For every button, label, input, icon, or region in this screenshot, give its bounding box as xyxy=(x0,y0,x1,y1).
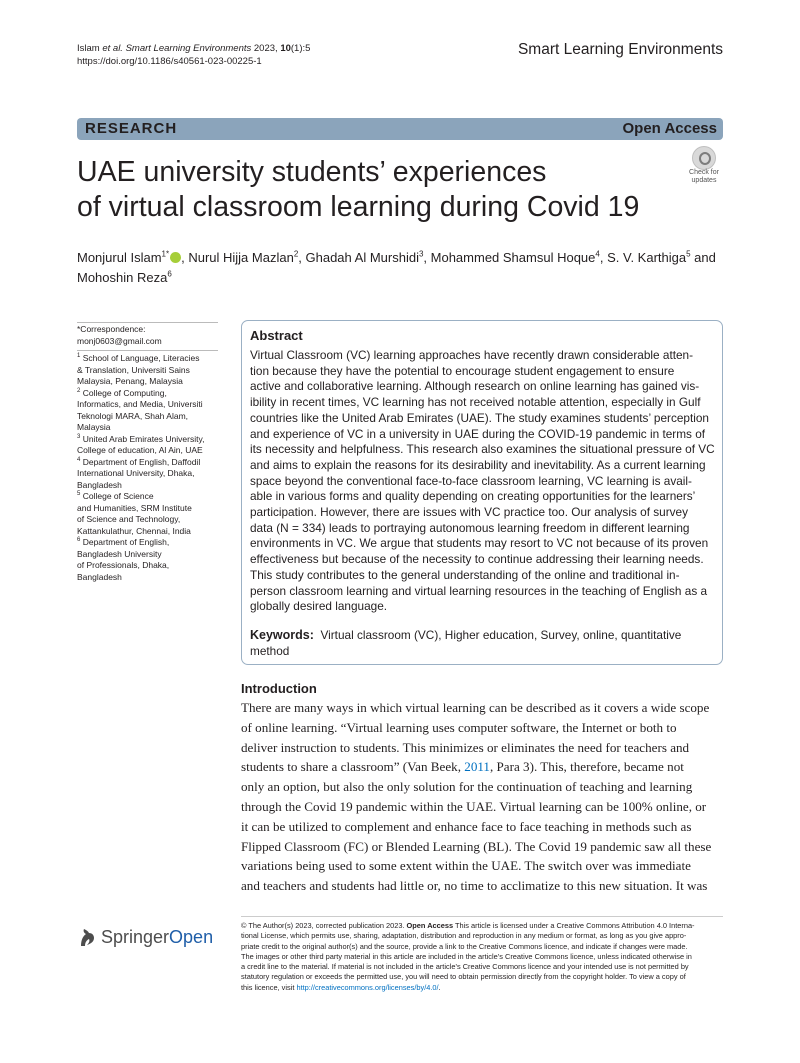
license-line: tional License, which permits use, sharing, adaptation, distribution and reproduction in any medium or format, as long as you give appro- xyxy=(241,931,687,941)
abstract-line: This study contributes to the general understanding of the online and traditional in- xyxy=(250,567,680,582)
author-name: Mohoshin Reza xyxy=(77,270,168,285)
affiliation-item xyxy=(77,491,219,537)
correspondence-label: *Correspondence: xyxy=(77,324,146,334)
abstract-line: data (N = 334) leads to portraying autonomous learning freedom in different learning xyxy=(250,520,690,535)
affiliation-num: 6 xyxy=(77,537,81,544)
abstract-line: Virtual Classroom (VC) learning approaches have recently drawn considerable atten- xyxy=(250,348,694,362)
author-sup: 4 xyxy=(595,249,600,259)
author-sup: 3 xyxy=(418,249,424,259)
affiliation-line: Kattankulathur, Chennai, India xyxy=(77,525,191,536)
check-for-updates-text xyxy=(683,169,725,184)
affiliation-line: & Translation, Universiti Sains xyxy=(77,364,190,375)
affiliation-item xyxy=(77,434,219,457)
open-access-label: Open Access xyxy=(622,120,717,137)
affiliation-line: Malaysia xyxy=(77,422,111,432)
abstract-line: space beyond the conventional face-to-face classroom learning, VC learning is avail- xyxy=(250,473,692,488)
reference-link[interactable]: 2011 xyxy=(464,759,490,775)
abstract-line: person classroom learning and virtual learning resources in the teaching of English as a xyxy=(250,583,708,598)
publisher-name xyxy=(101,927,213,948)
abstract-line: effectiveness but because of the necessity to continue addressing their learning needs. xyxy=(250,552,704,567)
affiliation-line: of Professionals, Dhaka, xyxy=(77,560,170,570)
abstract-line: globally desired language. xyxy=(250,599,388,614)
affiliation-line: College of Science xyxy=(82,491,154,501)
citation-year: 2023, xyxy=(251,43,281,54)
license-line: The images or other third party material in this article are included in the article’s Creative Commons licence, unless indicated otherwise in xyxy=(241,951,692,961)
keywords-list-cont: method xyxy=(250,644,290,658)
abstract-line: and experience of VC in a university in UAE during the COVID-19 pandemic in terms of xyxy=(250,426,706,441)
abstract-line: countries like the United Arab Emirates (UAE). The study examines students’ perception xyxy=(250,410,709,425)
body-line: it can be utilized to complement and enhance face to face teaching in methods such as xyxy=(241,818,692,834)
body-line: and teachers and students had little or, no time to acclimatize to this new situation. It was xyxy=(241,878,708,894)
body-line: only an option, but also the only solution for the continuation of teaching and learning xyxy=(241,779,693,795)
correspondence-email[interactable]: monj0603@gmail.com xyxy=(77,335,162,346)
author-name: Mohammed Shamsul Hoque xyxy=(430,250,596,265)
affiliation-item xyxy=(77,388,219,434)
introduction-heading: Introduction xyxy=(241,681,317,696)
keywords-list: Virtual classroom (VC), Higher education, Survey, online, quantitative xyxy=(320,628,682,642)
author-sup: 5 xyxy=(686,249,691,259)
citation-line xyxy=(77,42,310,55)
abstract-line: active and collaborative learning. Although research on online learning has gained vis- xyxy=(250,379,700,394)
affiliation-item xyxy=(77,353,219,388)
author-list: Monjurul Islam$^{1*}$ , Nurul Hijja Mazlan$^2$, Ghadah Al Murshidi$^3$, Mohammed Shamsul Hoque$^4$, S. V. Karthiga$^5$ and Mohoshin Reza$^6$ xyxy=(77,249,716,285)
affiliation-line: International University, Dhaka, xyxy=(77,468,195,478)
abstract-line: able in various forms and quality depending on creating opportunities for the learners’ xyxy=(250,489,696,504)
doi-link[interactable]: https://doi.org/10.1186/s40561-023-00225-1 xyxy=(77,56,262,67)
orcid-icon[interactable] xyxy=(170,252,181,263)
authors-and: and xyxy=(694,250,716,265)
affiliation-line: Teknologi MARA, Shah Alam, xyxy=(77,410,189,421)
correspondence xyxy=(77,324,219,347)
affiliation-line: and Humanities, SRM Institute xyxy=(77,502,192,513)
license-line: This article is licensed under a Creative Commons Attribution 4.0 Interna- xyxy=(453,921,695,930)
article-type-banner xyxy=(77,118,723,140)
license-prefix: © The Author(s) 2023, corrected publication 2023. xyxy=(241,921,407,930)
affiliation-item xyxy=(77,457,219,492)
body-line: Flipped Classroom (FC) or Blended Learning (BL). The Covid 19 pandemic saw all these xyxy=(241,838,712,854)
body-line: deliver instruction to students. This minimizes or eliminates the need for teachers and xyxy=(241,739,690,755)
introduction-body xyxy=(241,698,723,896)
author-sup: 2 xyxy=(293,249,299,259)
check-updates-line1: Check for xyxy=(689,169,719,176)
affiliation-line: School of Language, Literacies xyxy=(82,353,200,363)
author-sup: 6 xyxy=(167,269,172,279)
license-line: a credit line to the material. If material is not included in the article’s Creative Commons licence and your intended use is not permitted by xyxy=(241,962,689,972)
author-sup: 1* xyxy=(161,249,170,259)
affiliation-item xyxy=(77,537,219,583)
license-url-link[interactable]: http://creativecommons.org/licenses/by/4.0/ xyxy=(296,982,439,992)
springer-horse-icon xyxy=(77,926,97,948)
license-oa: Open Access xyxy=(406,921,454,930)
abstract-line: ibility in recent times, VC learning has not received notable attention, especially in Gulf xyxy=(250,395,701,410)
journal-name: Smart Learning Environments xyxy=(517,41,723,58)
check-for-updates-badge[interactable] xyxy=(683,146,725,186)
check-for-updates-icon xyxy=(692,146,716,170)
title-line-2: of virtual classroom learning during Covid 19 xyxy=(77,191,640,223)
affiliation-line: College of education, Al Ain, UAE xyxy=(77,445,203,455)
citation-volume: 10 xyxy=(280,43,291,54)
affiliations xyxy=(77,353,219,583)
divider xyxy=(77,350,218,351)
body-line: through the Covid 19 pandemic within the UAE. Virtual learning can be 100% online, or xyxy=(241,798,707,814)
article-citation xyxy=(77,42,310,68)
article-type-label: RESEARCH xyxy=(85,120,178,137)
license-end: . xyxy=(438,982,441,992)
affiliation-num: 5 xyxy=(77,491,81,498)
affiliation-line: Bangladesh xyxy=(77,479,122,490)
body-line: There are many ways in which virtual learning can be described as it covers a wide scope xyxy=(241,700,710,715)
divider xyxy=(77,322,218,323)
author-name: Ghadah Al Murshidi xyxy=(305,250,419,265)
abstract-heading: Abstract xyxy=(250,328,303,343)
affiliation-line: College of Computing, xyxy=(82,387,167,398)
affiliation-line: Bangladesh xyxy=(77,571,122,582)
article-title xyxy=(77,155,677,225)
affiliation-num: 3 xyxy=(77,433,81,440)
abstract-line: environments in VC. We argue that students may resort to VC not because of its proven xyxy=(250,536,709,551)
license-line: this licence, visit xyxy=(241,982,297,992)
author-name: S. V. Karthiga xyxy=(607,250,687,265)
check-updates-line2: updates xyxy=(691,176,717,184)
author-name: Nurul Hijja Mazlan xyxy=(188,250,294,265)
divider xyxy=(241,916,723,917)
license-line: priate credit to the original author(s) and the source, provide a link to the Creative Commons licence, and indicate if changes were made. xyxy=(241,941,688,951)
affiliation-num: 2 xyxy=(77,387,81,394)
abstract-body xyxy=(250,348,716,615)
title-line-1: UAE university students’ experiences xyxy=(77,156,547,188)
affiliation-line: Malaysia, Penang, Malaysia xyxy=(77,376,183,386)
affiliation-line: Department of English, Daffodil xyxy=(82,456,201,467)
body-line-text: students to share a classroom” (Van Beek, xyxy=(241,759,465,775)
body-line: of online learning. “Virtual learning uses computer software, the Internet or both to xyxy=(241,719,677,735)
abstract-line: tion because they have the potential to encourage student engagement to ensure xyxy=(250,363,675,378)
affiliation-num: 1 xyxy=(77,353,81,360)
affiliation-line: Department of English, xyxy=(82,537,170,547)
affiliation-line: of Science and Technology, xyxy=(77,514,181,524)
body-line xyxy=(241,757,723,777)
keywords-label: Keywords: xyxy=(250,628,314,642)
affiliation-line: Bangladesh University xyxy=(77,548,162,559)
affiliation-line: Informatics, and Media, Universiti xyxy=(77,399,203,409)
affiliation-line: United Arab Emirates University, xyxy=(82,433,205,444)
keywords xyxy=(250,627,716,659)
springer-open-logo xyxy=(77,924,227,954)
publisher-name-2: Open xyxy=(169,927,214,947)
license-text xyxy=(241,921,725,993)
body-line-text: , Para 3). This, therefore, became not xyxy=(489,759,684,775)
body-line: variations being used to some extent within the UAE. The switch over was immediate xyxy=(241,858,691,874)
abstract-line: and aims to explain the reasons for its desirability and inevitability. As a current learning xyxy=(250,457,706,472)
publisher-name-1: Springer xyxy=(101,927,170,947)
affiliation-num: 4 xyxy=(77,456,81,463)
citation-issue: (1):5 xyxy=(290,43,311,54)
license-line: statutory regulation or exceeds the permitted use, you will need to obtain permission directly from the copyright holder. To view a copy of xyxy=(241,972,686,982)
citation-journal: et al. Smart Learning Environments xyxy=(102,43,252,54)
abstract-line: participation. However, there are issues with VC practice too. Our analysis of survey xyxy=(250,505,688,520)
citation-authors: Islam xyxy=(77,43,103,54)
author-name: Monjurul Islam xyxy=(77,250,162,265)
abstract-line: its necessity and helpfulness. This research also examines the situational pressure of VC xyxy=(250,442,715,457)
